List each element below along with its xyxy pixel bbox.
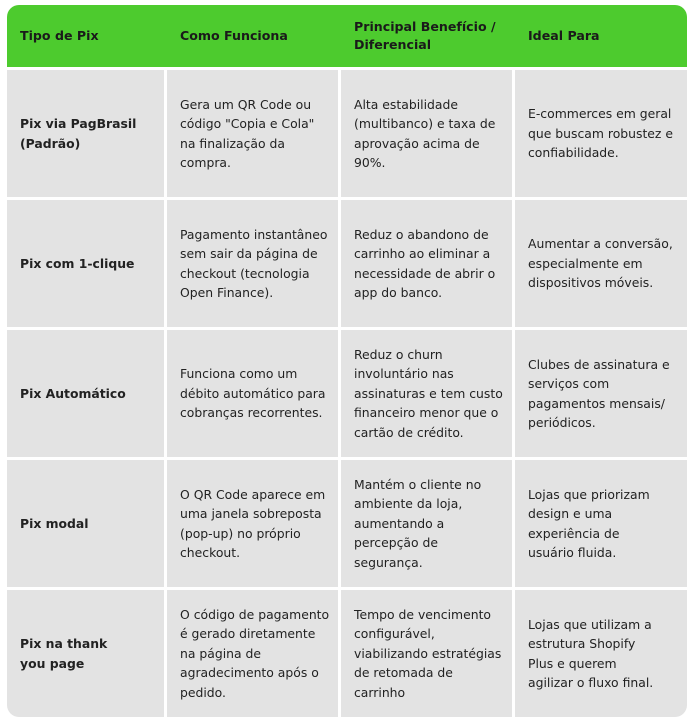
cell-como-funciona <box>167 590 338 717</box>
table-row <box>7 70 687 197</box>
cell-ideal-text: Lojas que utilizam a estrutura Shopify Plus e querem agilizar o fluxo final. <box>528 616 654 690</box>
cell-beneficio <box>341 460 512 587</box>
table-row <box>7 460 687 587</box>
cell-beneficio <box>341 590 512 717</box>
cell-tipo <box>7 460 164 587</box>
cell-ideal-para <box>515 590 687 717</box>
cell-como-funciona <box>167 460 338 587</box>
cell-como-funciona <box>167 330 338 457</box>
cell-como-text: Funciona como um débito automático para cobranças recorrentes. <box>180 366 326 421</box>
header-principal-beneficio-text: Principal Benefício / Diferencial <box>354 19 496 52</box>
header-como-funciona-text: Como Funciona <box>180 28 288 43</box>
cell-ideal-text: Lojas que priorizam design e uma experiência de usuário fluida. <box>528 486 650 560</box>
cell-tipo-text: Pix Automático <box>20 385 126 401</box>
cell-como-text: Pagamento instantâneo sem sair da página de checkout (tecnologia Open Finance). <box>180 226 328 300</box>
cell-como-text: Gera um QR Code ou código "Copia e Cola" na finalização da compra. <box>180 96 315 170</box>
cell-tipo-text: Pix com 1-clique <box>20 255 135 271</box>
cell-tipo-text: Pix modal <box>20 515 89 531</box>
cell-tipo-text: Pix via PagBrasil (Padrão) <box>20 116 137 151</box>
cell-tipo-text: Pix na thank you page <box>20 636 108 671</box>
table-row <box>7 330 687 457</box>
header-tipo-de-pix-text: Tipo de Pix <box>20 28 99 43</box>
cell-beneficio <box>341 200 512 327</box>
cell-ideal-text: E-commerces em geral que buscam robustez e confiabilidade. <box>528 106 673 161</box>
cell-ideal-para <box>515 330 687 457</box>
table-row <box>7 590 687 717</box>
cell-beneficio <box>341 330 512 457</box>
cell-beneficio-text: Mantém o cliente no ambiente da loja, aumentando a percepção de segurança. <box>354 476 482 570</box>
cell-ideal-para <box>515 70 687 197</box>
cell-tipo <box>7 330 164 457</box>
cell-beneficio-text: Tempo de vencimento configurável, viabilizando estratégias de retomada de carrinho <box>354 606 502 700</box>
header-como-funciona <box>167 5 338 67</box>
table-row <box>7 200 687 327</box>
pix-comparison-table <box>7 5 687 717</box>
header-principal-beneficio <box>341 5 512 67</box>
cell-como-funciona <box>167 70 338 197</box>
cell-tipo <box>7 590 164 717</box>
cell-beneficio-text: Reduz o abandono de carrinho ao eliminar a necessidade de abrir o app do banco. <box>354 226 496 300</box>
cell-ideal-para <box>515 200 687 327</box>
cell-beneficio <box>341 70 512 197</box>
cell-ideal-text: Aumentar a conversão, especialmente em dispositivos móveis. <box>528 236 673 291</box>
cell-ideal-text: Clubes de assinatura e serviços com pagamentos mensais/ periódicos. <box>528 356 670 430</box>
cell-tipo <box>7 200 164 327</box>
cell-tipo <box>7 70 164 197</box>
cell-ideal-para <box>515 460 687 587</box>
cell-como-text: O QR Code aparece em uma janela sobreposta (pop-up) no próprio checkout. <box>180 486 326 560</box>
header-tipo-de-pix <box>7 5 164 67</box>
cell-como-text: O código de pagamento é gerado diretamente na página de agradecimento após o pedido. <box>180 606 330 700</box>
table-header <box>7 5 687 67</box>
header-ideal-para <box>515 5 687 67</box>
header-ideal-para-text: Ideal Para <box>528 28 600 43</box>
cell-como-funciona <box>167 200 338 327</box>
cell-beneficio-text: Reduz o churn involuntário nas assinaturas e tem custo financeiro menor que o cartão de crédito. <box>354 346 503 440</box>
cell-beneficio-text: Alta estabilidade (multibanco) e taxa de aprovação acima de 90%. <box>354 96 496 170</box>
